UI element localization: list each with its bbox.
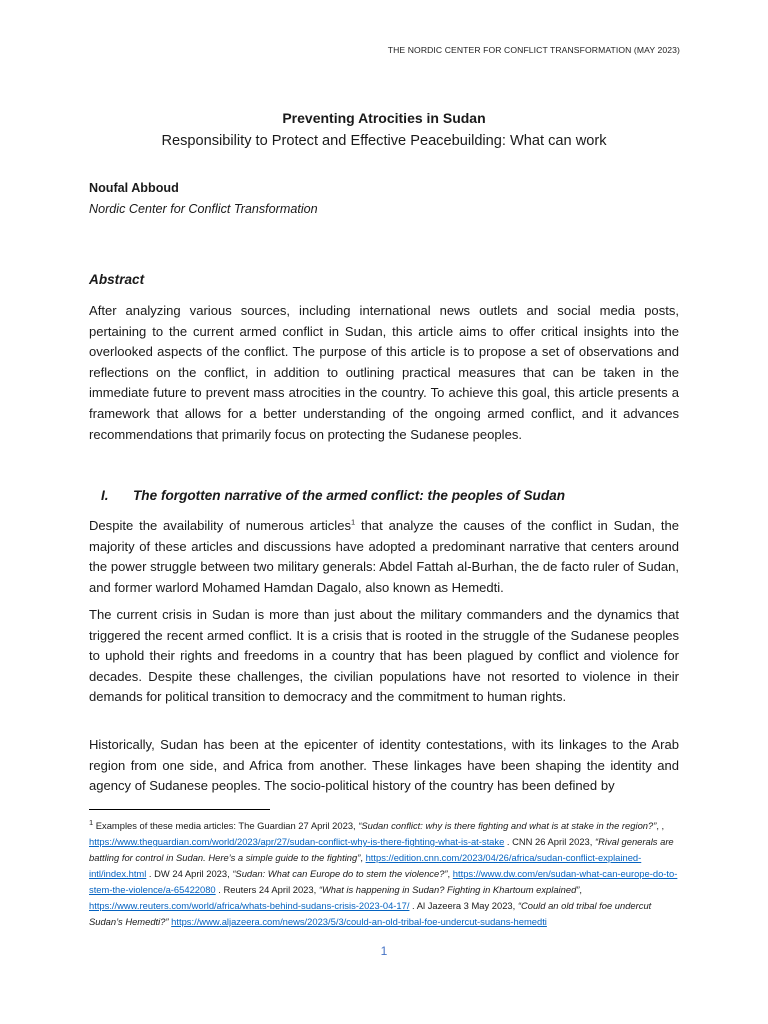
running-header: THE NORDIC CENTER FOR CONFLICT TRANSFORMATION (MAY 2023): [387, 45, 680, 55]
footnote-link-dw[interactable]: https://www.dw.com/en/sudan-what-can-europe-do-to-stem-the-violence/a-65422080: [89, 868, 678, 895]
footnote-link-cnn[interactable]: https://edition.cnn.com/2023/04/26/africa/sudan-conflict-explained-intl/index.html: [89, 852, 642, 879]
footnote-mark: 1: [89, 817, 94, 827]
body-paragraph-2: The current crisis in Sudan is more than just about the military commanders and the dynamics that triggered the recent armed conflict. It is a crisis that is rooted in the struggle of the Sudanese peoples to uphold their rights and freedoms in a country that has been plagued by conflict and violence for decades. Despite these challenges, the civilian populations have not resorted to violence in their demands for political transition to democracy and the commitment to human rights.: [89, 607, 679, 705]
footnote-link-reuters[interactable]: https://www.reuters.com/world/africa/whats-behind-sudans-crisis-2023-04-17/: [89, 900, 410, 911]
footnote-link-guardian[interactable]: https://www.theguardian.com/world/2023/apr/27/sudan-conflict-why-is-there-fighting-what-is-at-stake: [89, 836, 505, 847]
footnote-link-aljazeera[interactable]: https://www.aljazeera.com/news/2023/5/3/could-an-old-tribal-foe-undercut-sudans-hemedti: [171, 916, 547, 927]
abstract-text: After analyzing various sources, including international news outlets and social media posts, pertaining to the current armed conflict in Sudan, this article aims to offer critical insights into the overlooked aspects of the conflict. The purpose of this article is to propose a set of observations and reflections on the conflict, in addition to outlining practical measures that can be taken in the immediate future to prevent mass atrocities in the country. To achieve this goal, this article presents a framework that allows for a better understanding of the ongoing armed conflict, and it advances recommendations that primarily focus on protecting the Sudanese peoples.: [89, 303, 679, 442]
paper-title: Preventing Atrocities in Sudan: [282, 110, 486, 126]
footnote-reference[interactable]: 1: [350, 517, 356, 527]
footnote-1: $^1$ Examples of these media articles: The Guardian 27 April 2023, “Sudan conflict: why is there fighting and what is at stake in the region?”, , https://www.theguardian.com/world/2023/apr/27/sudan-conflict-why-is-there-fighting-what-is-at-stake . CNN 26 April 2023, “Rival generals are battling for control in Sudan. Here’s a simple guide to the fighting”, https://edition.cnn.com/2023/04/26/africa/sudan-conflict-explained-intl/index.html . DW 24 April 2023, “Sudan: What can Europe do to stem the violence?”, https://www.dw.com/en/sudan-what-can-europe-do-to-stem-the-violence/a-65422080 . Reuters 24 April 2023, “What is happening in Sudan? Fighting in Khartoum explained”, https://www.reuters.com/world/africa/whats-behind-sudans-crisis-2023-04-17/ . Al Jazeera 3 May 2023, “Could an old tribal foe undercut Sudan’s Hemedti?” https://www.aljazeera.com/news/2023/5/3/could-an-old-tribal-foe-undercut-sudans-hemedti: [89, 817, 678, 927]
author-name: Noufal Abboud: [89, 181, 179, 195]
paper-subtitle: Responsibility to Protect and Effective Peacebuilding: What can work: [161, 133, 607, 149]
body-paragraph-1: Despite the availability of numerous articles$^1$ that analyze the causes of the conflict in Sudan, the majority of these articles and discussions have adopted a predominant narrative that centers around the power struggle between two military generals: Abdel Fattah al-Burhan, the de facto ruler of Sudan, and former warlord Mohamed Hamdan Dagalo, also known as Hemedti.: [89, 517, 679, 595]
section-heading: [101, 488, 565, 503]
abstract-heading: Abstract: [89, 272, 145, 287]
body-paragraph-3: Historically, Sudan has been at the epicenter of identity contestations, with its linkages to the Arab region from one side, and Africa from another. These linkages have been shaping the identity and agency of Sudanese peoples. The socio-political history of the country has been defined by: [89, 737, 679, 794]
section-title: The forgotten narrative of the armed conflict: the peoples of Sudan: [133, 488, 566, 503]
section-number: I.: [101, 488, 109, 503]
footnote-separator: [89, 809, 270, 810]
author-affiliation: Nordic Center for Conflict Transformation: [89, 202, 318, 216]
page-number: 1: [380, 944, 388, 958]
